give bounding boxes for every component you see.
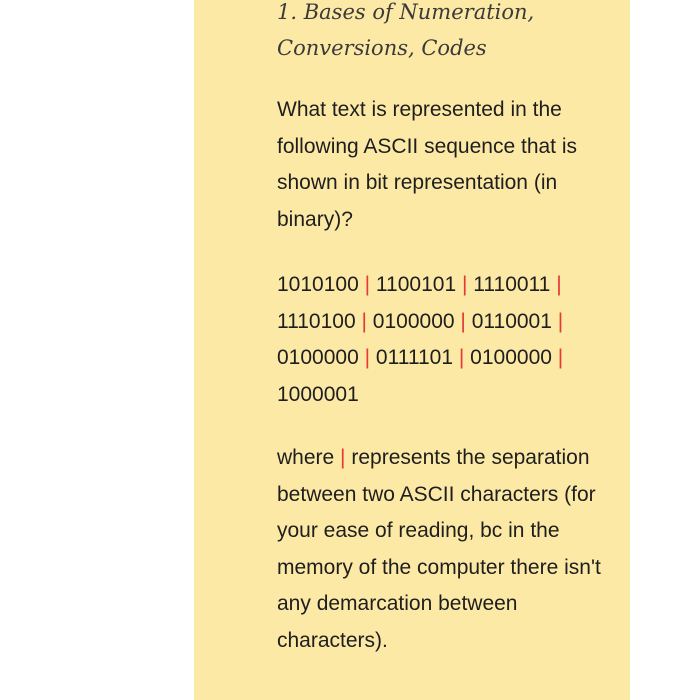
binary-code: 1000001 [277, 382, 359, 406]
binary-code: 0110001 [471, 309, 552, 333]
note-prefix: where [277, 446, 335, 469]
separator-bar: | [557, 309, 564, 333]
separator-bar: | [340, 446, 346, 469]
binary-code: 1110011 [473, 273, 551, 296]
separator-bar: | [458, 346, 465, 369]
binary-code: 1110100 [277, 309, 356, 333]
binary-sequence [277, 267, 608, 413]
binary-code: 1100101 [375, 273, 457, 296]
note-suffix: represents the separation between two ASCII characters (for your ease of reading, bc in the memory of the computer there isn't any demarcation between characters). [277, 446, 601, 652]
binary-code: 0111101 [375, 346, 454, 369]
note-text [277, 440, 608, 659]
binary-code: 1010100 [277, 273, 359, 296]
separator-bar: | [460, 309, 466, 333]
separator-bar: | [461, 273, 468, 296]
separator-bar: | [556, 273, 562, 296]
binary-code: 0100000 [277, 346, 359, 369]
section-title: 1. Bases of Numeration, Conversions, Codes [277, 0, 535, 60]
separator-bar: | [364, 346, 371, 369]
separator-bar: | [364, 273, 371, 296]
question-text: What text is represented in the following ASCII sequence that is shown in bit representation (in binary)? [277, 98, 578, 231]
binary-code: 0100000 [372, 309, 455, 333]
binary-code: 0100000 [470, 346, 552, 369]
question-card [194, 0, 630, 700]
separator-bar: | [361, 309, 367, 333]
separator-bar: | [557, 346, 564, 369]
